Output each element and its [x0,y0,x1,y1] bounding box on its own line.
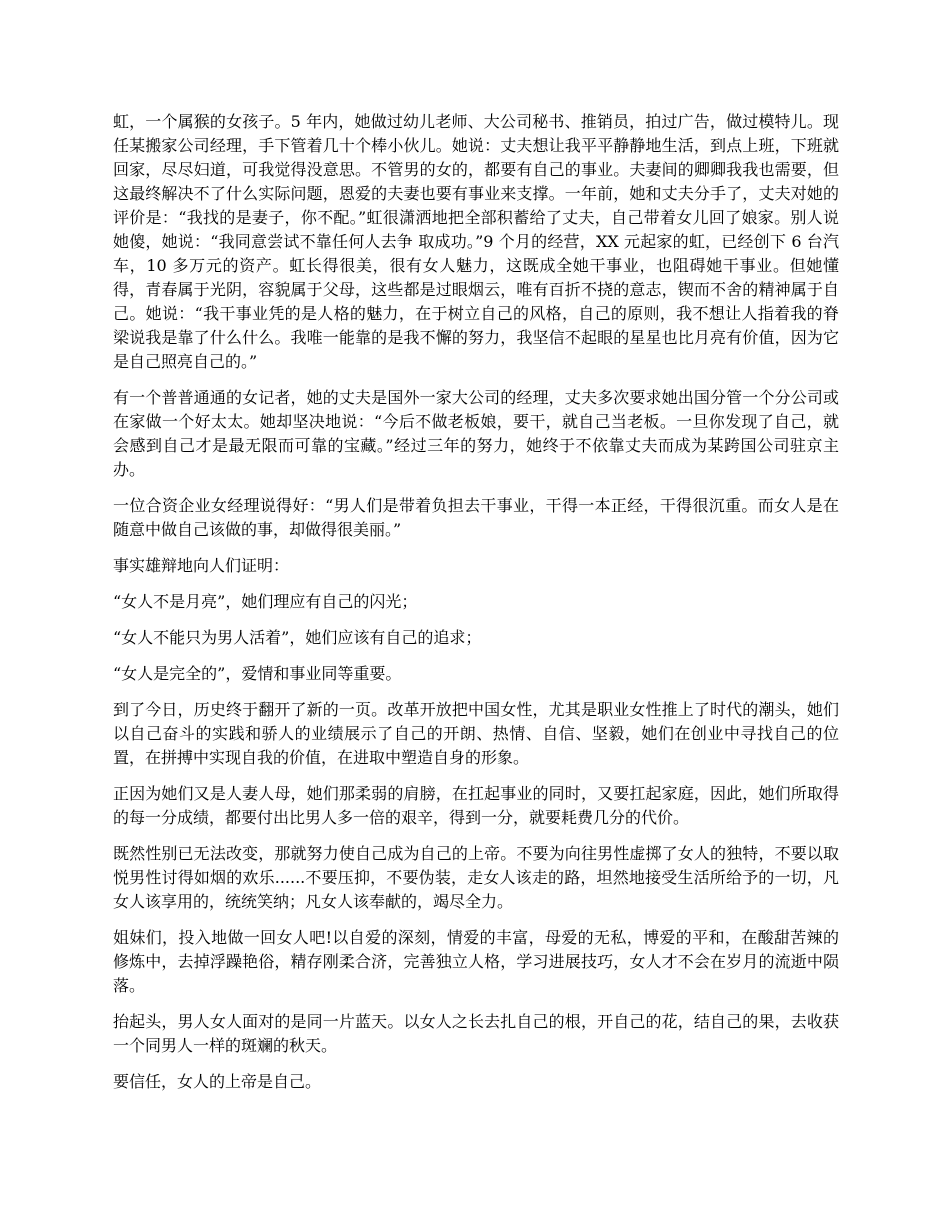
paragraph-facts-prove: 事实雄辩地向人们证明： [113,556,290,575]
document-body [113,110,839,1106]
paragraph-manager-quote: 一位合资企业女经理说得好：“男人们是带着负担去干事业，干得一本正经，干得很沉重。而女人是在随意中做自己该做的事，却做得很美丽。” [113,496,839,539]
paragraph-own-god: 既然性别已无法改变，那就努力使自己成为自己的上帝。不要为向往男性虚掷了女人的独特，不要以取悦男性讨得如烟的欢乐......不要压抑，不要伪装，走女人该走的路，坦然地接受生活所给予的一切，凡女人该享用的，统统笑纳；凡女人该奉献的，竭尽全力。 [113,844,839,911]
paragraph-not-moon: “女人不是月亮”，她们理应有自己的闪光； [113,592,418,611]
paragraph-journalist: 有一个普普通通的女记者，她的丈夫是国外一家大公司的经理，丈夫多次要求她出国分管一个分公司或在家做一个好太太。她却坚决地说：“今后不做老板娘，要干，就自己当老板。一旦你发现了自己，就会感到自己才是最无限而可靠的宝藏。”经过三年的努力，她终于不依靠丈夫而成为某跨国公司驻京主办。 [113,388,839,479]
paragraph-blue-sky: 抬起头，男人女人面对的是同一片蓝天。以女人之长去扎自己的根，开自己的花，结自己的果，去收获一个同男人一样的斑斓的秋天。 [113,1012,839,1055]
paragraph-wife-mother: 正因为她们又是人妻人母，她们那柔弱的肩膀，在扛起事业的同时，又要扛起家庭，因此，她们所取得的每一分成绩，都要付出比男人多一倍的艰辛，得到一分，就要耗费几分的代价。 [113,784,839,827]
paragraph-complete-woman: “女人是完全的”，爱情和事业同等重要。 [113,664,402,683]
paragraph-conclusion: 要信任，女人的上帝是自己。 [113,1072,322,1091]
paragraph-not-for-men: “女人不能只为男人活着”，她们应该有自己的追求； [113,628,482,647]
paragraph-sisters: 姐妹们，投入地做一回女人吧!以自爱的深刻，情爱的丰富，母爱的无私，博爱的平和，在酸甜苦辣的修炼中，去掉浮躁艳俗，精存刚柔合济，完善独立人格，学习进展技巧，女人才不会在岁月的流逝中陨落。 [113,928,839,995]
paragraph-new-page: 到了今日，历史终于翻开了新的一页。改革开放把中国女性，尤其是职业女性推上了时代的潮头，她们以自己奋斗的实践和骄人的业绩展示了自己的开朗、热情、自信、坚毅，她们在创业中寻找自己的位置，在拼搏中实现自我的价值，在进取中塑造自身的形象。 [113,700,839,767]
paragraph-hong-story: 虹，一个属猴的女孩子。5 年内，她做过幼儿老师、大公司秘书、推销员，拍过广告，做过模特儿。现任某搬家公司经理，手下管着几十个棒小伙儿。她说：丈夫想让我平平静静地生活，到点上班，下班就回家，尽尽妇道，可我觉得没意思。不管男的女的，都要有自己的事业。夫妻间的卿卿我我也需要，但这最终解决不了什么实际问题，恩爱的夫妻也要有事业来支撑。一年前，她和丈夫分手了，丈夫对她的评价是：“我找的是妻子，你不配。”虹很潇洒地把全部积蓄给了丈夫，自己带着女儿回了娘家。别人说她傻，她说：“我同意尝试不靠任何人去争 取成功。”9 个月的经营，XX 元起家的虹，已经创下 6 台汽车，10 多万元的资产。虹长得很美，很有女人魅力，这既成全她干事业，也阻碍她干事业。但她懂得，青春属于光阴，容貌属于父母，这些都是过眼烟云，唯有百折不挠的意志，锲而不舍的精神属于自己。她说：“我干事业凭的是人格的魅力，在于树立自己的风格，自己的原则，我不想让人指着我的脊梁说我是靠了什么什么。我唯一能靠的是我不懈的努力，我坚信不起眼的星星也比月亮有价值，因为它是自己照亮自己的。” [113,112,839,371]
